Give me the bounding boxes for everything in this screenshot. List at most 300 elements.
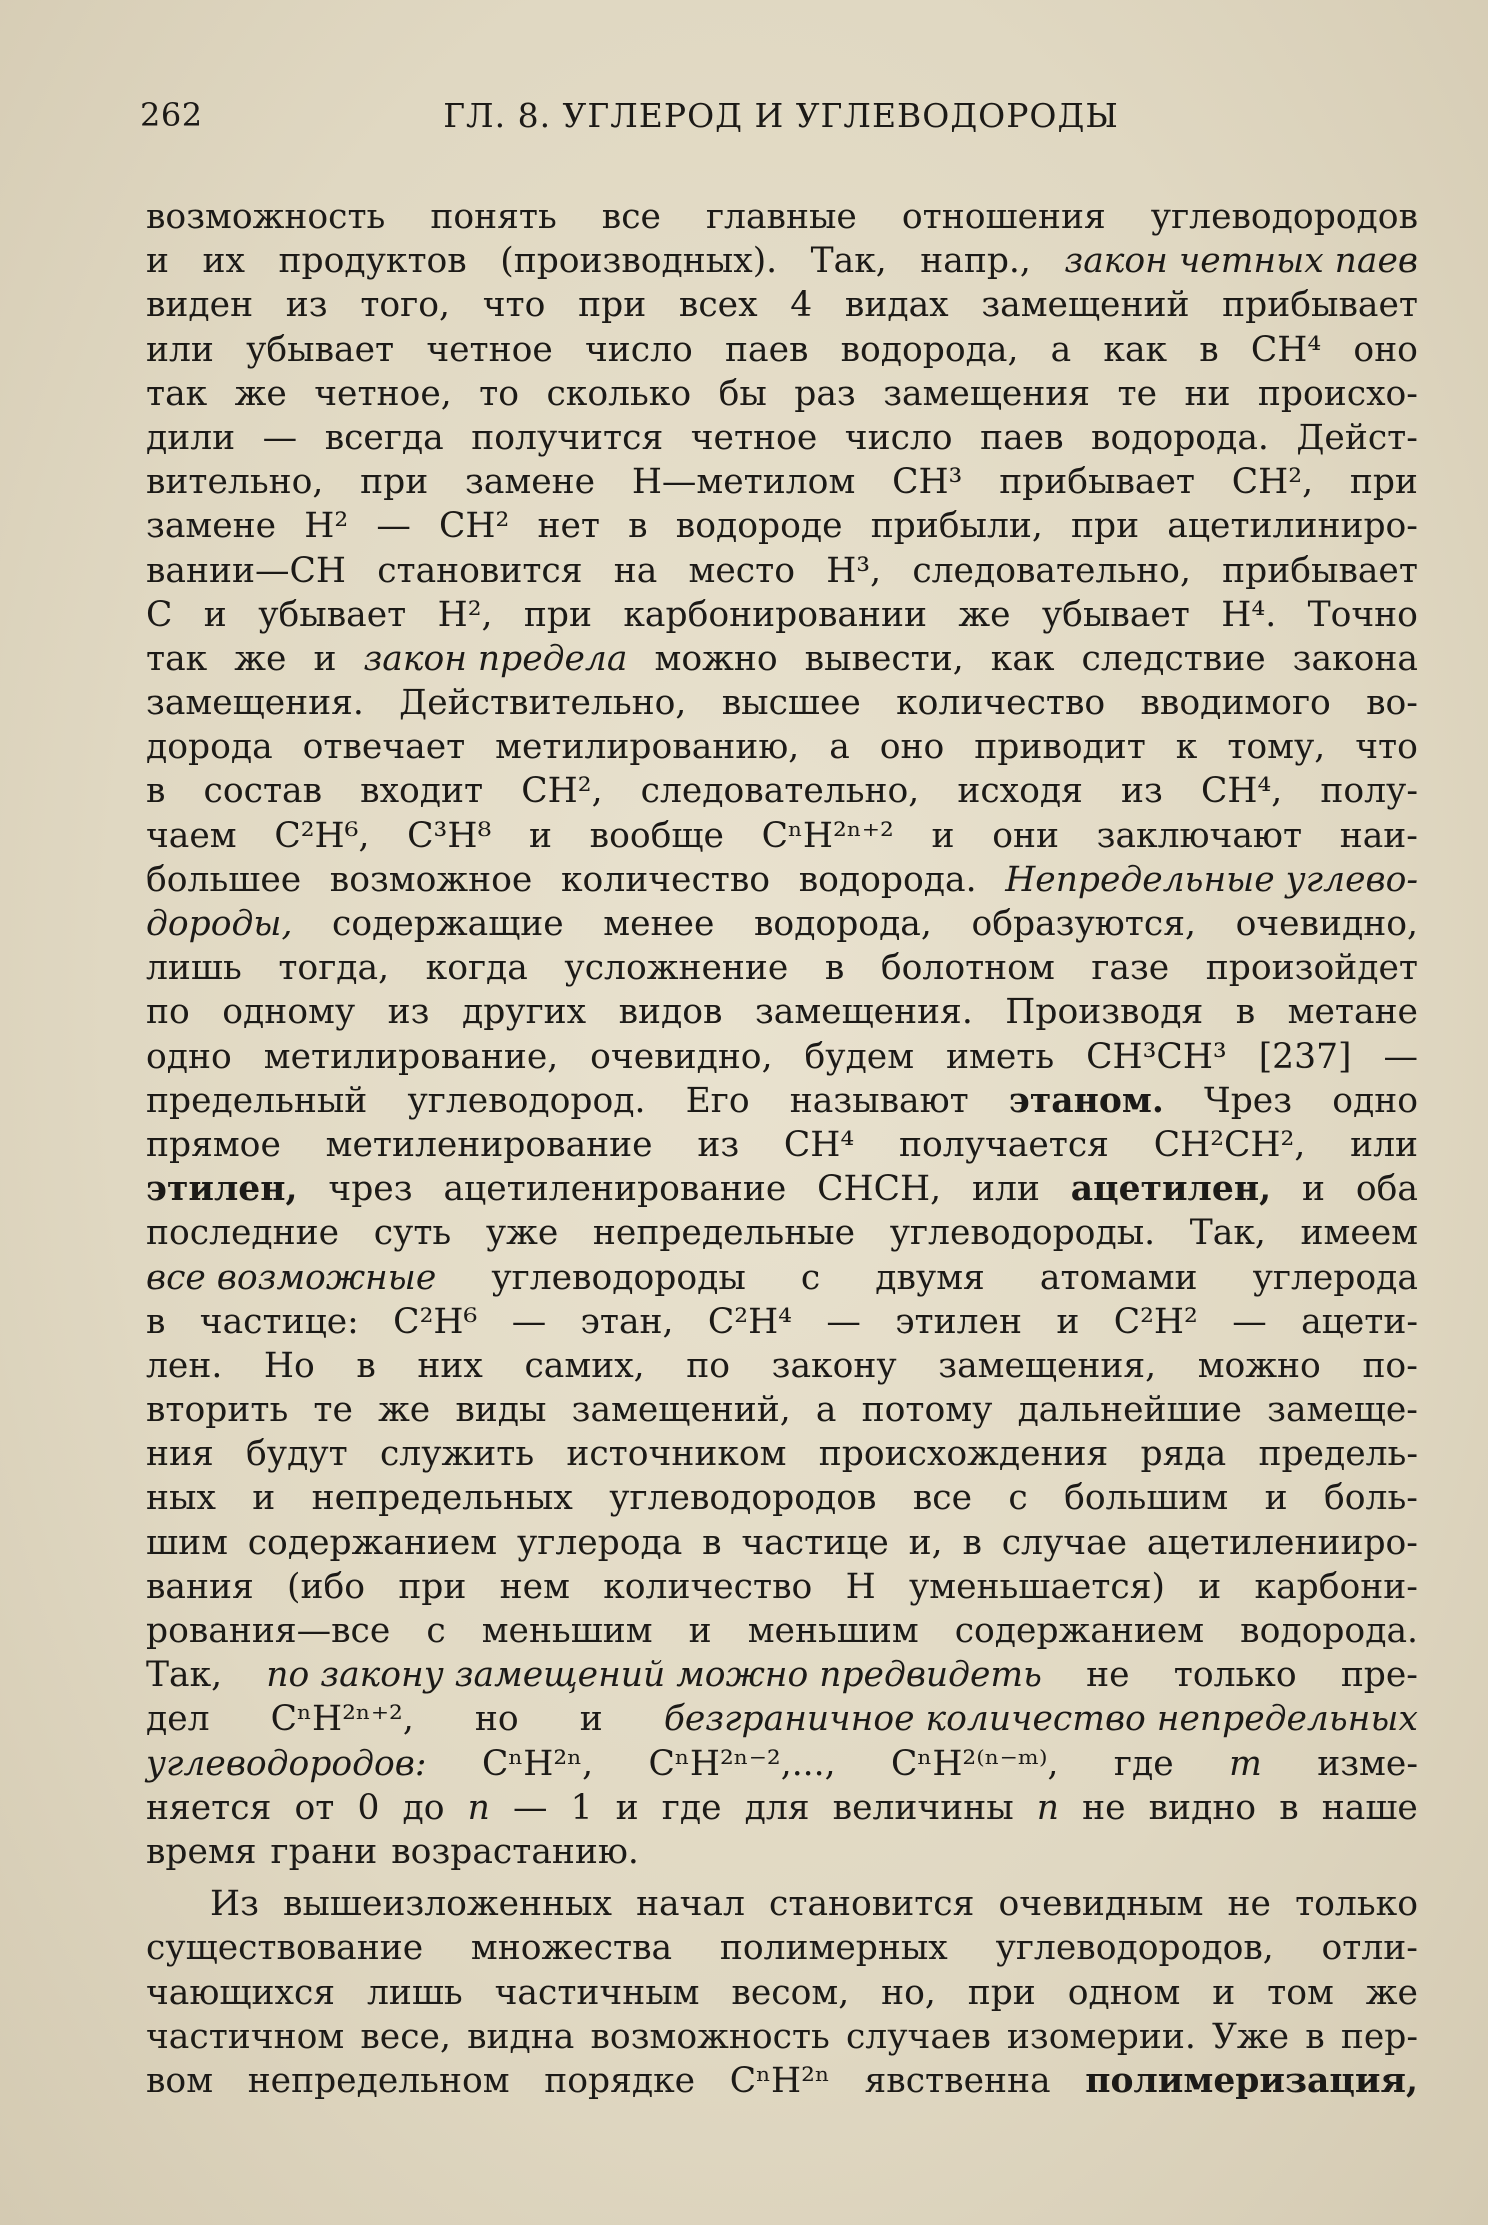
word: углеводородов bbox=[609, 1478, 877, 1519]
word: последние bbox=[146, 1213, 340, 1254]
word: в bbox=[146, 771, 166, 812]
word: непредельном bbox=[247, 2060, 510, 2101]
word: видна bbox=[467, 2016, 575, 2057]
word: ряда bbox=[1140, 1434, 1227, 1475]
word: CH³CH³ bbox=[1086, 1036, 1227, 1077]
word: так bbox=[146, 373, 208, 414]
word: [237] bbox=[1258, 1036, 1352, 1077]
word: Дейст- bbox=[1296, 417, 1418, 458]
text-line bbox=[146, 725, 1418, 769]
word: них bbox=[417, 1345, 483, 1386]
word: углерода bbox=[516, 1522, 683, 1563]
text-line bbox=[146, 637, 1418, 681]
word: H³, bbox=[826, 550, 882, 591]
word: входит bbox=[360, 771, 484, 812]
word: главные bbox=[705, 197, 857, 237]
word: и bbox=[688, 1611, 712, 1651]
text-line bbox=[146, 1344, 1418, 1388]
word: из bbox=[1121, 771, 1163, 812]
word: произойдет bbox=[1205, 948, 1418, 989]
text-line bbox=[146, 1653, 1418, 1697]
text-line bbox=[146, 1609, 1418, 1653]
text-line bbox=[146, 1786, 1418, 1830]
word: но bbox=[474, 1699, 519, 1740]
word: видах bbox=[844, 285, 949, 326]
word: лишь bbox=[146, 948, 242, 989]
word: по- bbox=[1362, 1345, 1418, 1386]
word: C³H⁸ bbox=[407, 815, 492, 856]
word: паев bbox=[980, 417, 1064, 458]
word: случае bbox=[1001, 1522, 1128, 1563]
word: не bbox=[1082, 1787, 1126, 1828]
word: получается bbox=[899, 1124, 1109, 1165]
text-line bbox=[146, 814, 1418, 858]
word: C²H⁴ bbox=[707, 1301, 793, 1342]
word: оно bbox=[879, 727, 945, 768]
word: оба bbox=[1355, 1169, 1418, 1210]
word: Так, bbox=[146, 1655, 223, 1696]
word: следовательно, bbox=[640, 771, 920, 812]
word: они bbox=[992, 815, 1059, 856]
word: метилированию, bbox=[495, 727, 800, 768]
word: в bbox=[1305, 2016, 1325, 2057]
word: CH⁴, bbox=[1200, 771, 1283, 812]
word: n bbox=[467, 1787, 490, 1828]
word: CH², bbox=[521, 771, 603, 812]
word: получится bbox=[471, 417, 664, 458]
word: CⁿH²ⁿ⁻²,..., bbox=[648, 1743, 836, 1784]
word: и bbox=[615, 1787, 639, 1828]
body-text bbox=[146, 195, 1418, 2103]
word: Но bbox=[263, 1345, 315, 1386]
word: H⁴. bbox=[1221, 594, 1277, 635]
text-line bbox=[146, 372, 1418, 416]
word: с bbox=[800, 1257, 821, 1298]
word: Так, bbox=[1189, 1213, 1266, 1254]
word: непредельных bbox=[311, 1478, 573, 1519]
word: того, bbox=[360, 285, 450, 326]
word: 4 bbox=[790, 285, 813, 326]
word: одно bbox=[146, 1036, 232, 1077]
word: из bbox=[387, 992, 430, 1033]
word: паев bbox=[725, 329, 809, 370]
text-line bbox=[146, 416, 1418, 460]
word: уже bbox=[485, 1213, 559, 1254]
text-line bbox=[146, 1971, 1418, 2015]
word: ных bbox=[146, 1478, 216, 1519]
word: возможное bbox=[329, 859, 533, 900]
word: образуются, bbox=[971, 904, 1196, 944]
text-line bbox=[146, 681, 1418, 725]
text-line bbox=[146, 1697, 1418, 1741]
word: Непредельные углево- bbox=[1005, 859, 1418, 900]
word: все bbox=[912, 1478, 972, 1519]
word: же bbox=[958, 594, 1011, 635]
word: в bbox=[824, 948, 845, 989]
word: C²H² bbox=[1113, 1301, 1198, 1342]
word: грани bbox=[270, 1831, 378, 1872]
word: Так, bbox=[810, 241, 887, 282]
word: при bbox=[398, 1566, 467, 1607]
text-line bbox=[146, 328, 1418, 372]
word: виды bbox=[455, 1390, 547, 1431]
word: вании—CH bbox=[146, 550, 346, 591]
word: и bbox=[1056, 1301, 1080, 1342]
word: при bbox=[1071, 506, 1140, 547]
word: самих, bbox=[524, 1345, 645, 1386]
word: количество bbox=[603, 1566, 813, 1607]
word: Его bbox=[685, 1080, 750, 1121]
text-line bbox=[146, 1388, 1418, 1432]
word: по закону замещений можно предвидеть bbox=[266, 1655, 1042, 1696]
word: но, bbox=[881, 1972, 936, 2013]
word: водороде bbox=[675, 506, 843, 547]
word: H², bbox=[437, 594, 493, 635]
word: углеводородов bbox=[1150, 197, 1418, 237]
word: одно bbox=[1332, 1080, 1418, 1121]
word: приводит bbox=[974, 727, 1146, 768]
word: менее bbox=[603, 904, 715, 944]
word: водорода. bbox=[1240, 1611, 1418, 1651]
word: от bbox=[294, 1787, 335, 1828]
word: по bbox=[146, 992, 190, 1033]
word: полимерных bbox=[719, 1928, 948, 1969]
word: существование bbox=[146, 1928, 424, 1969]
word: закон предела bbox=[363, 638, 628, 679]
word: нем bbox=[499, 1566, 570, 1607]
word: в bbox=[962, 1522, 982, 1563]
word: четное bbox=[690, 417, 818, 458]
text-line bbox=[146, 858, 1418, 902]
word: болотном bbox=[880, 948, 1055, 989]
word: замещения, bbox=[938, 1345, 1157, 1386]
word: как bbox=[990, 638, 1055, 679]
word: можно bbox=[654, 638, 778, 679]
word: (производных). bbox=[500, 241, 778, 282]
text-line bbox=[146, 1256, 1418, 1300]
word: в bbox=[1199, 329, 1219, 370]
word: случаев bbox=[845, 2016, 991, 2057]
word: — bbox=[512, 1787, 548, 1828]
word: замещения. bbox=[146, 683, 364, 724]
text-line bbox=[146, 283, 1418, 327]
word: CH⁴ bbox=[1250, 329, 1322, 370]
word: все bbox=[601, 197, 661, 237]
word: отвечает bbox=[302, 727, 466, 768]
word: ацетилен, bbox=[1070, 1169, 1272, 1210]
word: чрез bbox=[328, 1169, 413, 1210]
word: напр., bbox=[920, 241, 1031, 282]
word: продуктов bbox=[278, 241, 467, 282]
text-line bbox=[146, 1432, 1418, 1476]
word: явственна bbox=[864, 2060, 1051, 2101]
text-line bbox=[146, 195, 1418, 239]
word: так bbox=[146, 638, 208, 679]
word: состав bbox=[203, 771, 323, 812]
word: этилен bbox=[895, 1301, 1022, 1342]
word: отли- bbox=[1321, 1928, 1418, 1969]
word: метане bbox=[1287, 992, 1418, 1033]
word: то bbox=[479, 373, 520, 414]
text-line bbox=[146, 504, 1418, 548]
word: — bbox=[376, 506, 411, 547]
word: по bbox=[686, 1345, 731, 1386]
word: прибывает bbox=[1222, 285, 1418, 326]
text-line bbox=[146, 902, 1418, 946]
word: углеводороды. bbox=[889, 1213, 1156, 1254]
word: иметь bbox=[946, 1036, 1055, 1077]
word: лен. bbox=[146, 1345, 223, 1386]
word: предель- bbox=[1258, 1434, 1418, 1475]
word: число bbox=[585, 329, 693, 370]
word: как bbox=[1103, 329, 1168, 370]
word: вышеизложенных bbox=[283, 1884, 612, 1925]
word: имеем bbox=[1300, 1213, 1418, 1254]
text-line bbox=[146, 990, 1418, 1034]
word: том bbox=[1267, 1972, 1334, 2013]
word: C²H⁶, bbox=[274, 815, 370, 856]
word: — bbox=[826, 1301, 861, 1342]
word: очевидно, bbox=[590, 1036, 773, 1077]
word: этан, bbox=[580, 1301, 674, 1342]
word: содержанием bbox=[247, 1522, 498, 1563]
word: очевидно, bbox=[1235, 904, 1418, 944]
word: CⁿH²ⁿ bbox=[729, 2060, 830, 2101]
word: вом bbox=[146, 2060, 214, 2101]
word: будем bbox=[804, 1036, 915, 1077]
word: боль- bbox=[1323, 1478, 1418, 1519]
word: что bbox=[1355, 727, 1418, 768]
word: атомами bbox=[1039, 1257, 1198, 1298]
word: весом, bbox=[731, 1972, 850, 2013]
word: вывести, bbox=[804, 638, 964, 679]
word: вторить bbox=[146, 1390, 289, 1431]
word: CH²CH², bbox=[1153, 1124, 1306, 1165]
word: наше bbox=[1321, 1787, 1418, 1828]
word: прибывает bbox=[1222, 550, 1418, 591]
text-line bbox=[146, 2015, 1418, 2059]
word: пре- bbox=[1340, 1655, 1418, 1696]
text-line bbox=[146, 2059, 1418, 2103]
word: этаном. bbox=[1008, 1080, 1164, 1121]
word: когда bbox=[425, 948, 528, 989]
word: их bbox=[202, 241, 245, 282]
word: двумя bbox=[875, 1257, 985, 1298]
page-number: 262 bbox=[140, 96, 203, 134]
word: возможность bbox=[590, 2016, 830, 2057]
word: замещения. bbox=[754, 992, 973, 1033]
text-line bbox=[146, 593, 1418, 637]
word: в bbox=[1279, 1787, 1299, 1828]
word: ацети- bbox=[1301, 1301, 1418, 1342]
text-line bbox=[146, 1211, 1418, 1255]
word: шим bbox=[146, 1522, 228, 1563]
word: Действительно, bbox=[399, 683, 687, 724]
word: для bbox=[744, 1787, 810, 1828]
word: углеводородов, bbox=[995, 1928, 1274, 1969]
word: этилен, bbox=[146, 1169, 298, 1210]
word: или bbox=[146, 329, 214, 370]
word: место bbox=[688, 550, 795, 591]
word: на bbox=[613, 550, 658, 591]
word: замеще- bbox=[1267, 1390, 1418, 1431]
word: (ибо bbox=[287, 1566, 366, 1607]
word: те bbox=[313, 1390, 353, 1431]
word: при bbox=[967, 1972, 1036, 2013]
word: углеводород. bbox=[407, 1080, 646, 1121]
word: убывает bbox=[1041, 594, 1190, 635]
word: наи- bbox=[1339, 815, 1418, 856]
word: и bbox=[1264, 1478, 1288, 1519]
word: Уже bbox=[1211, 2016, 1290, 2057]
word: дороды, bbox=[146, 904, 293, 944]
word: с bbox=[426, 1611, 446, 1651]
word: дили bbox=[146, 417, 236, 458]
word: замещений, bbox=[571, 1390, 791, 1431]
word: виден bbox=[146, 285, 254, 326]
word: частице: bbox=[199, 1301, 359, 1342]
word: CH² bbox=[439, 506, 510, 547]
word: из bbox=[697, 1124, 740, 1165]
word: CH³ bbox=[892, 462, 963, 503]
word: и bbox=[579, 1699, 603, 1740]
word: ацетиленииро- bbox=[1146, 1522, 1418, 1563]
word: метилирование, bbox=[263, 1036, 559, 1077]
word: Производя bbox=[1005, 992, 1204, 1033]
word: — bbox=[1383, 1036, 1418, 1077]
word: закон четных паев bbox=[1064, 241, 1418, 282]
word: частице bbox=[741, 1522, 889, 1563]
word: нет bbox=[537, 506, 600, 547]
word: чаем bbox=[146, 815, 237, 856]
word: бы bbox=[718, 373, 767, 414]
word: ацетиленирование bbox=[443, 1169, 787, 1210]
word: вводимого bbox=[1140, 683, 1331, 724]
word: H² bbox=[304, 506, 349, 547]
word: четное bbox=[426, 329, 553, 370]
word: исходя bbox=[957, 771, 1083, 812]
word: очевидным bbox=[998, 1884, 1204, 1925]
word: других bbox=[461, 992, 587, 1033]
word: Чрез bbox=[1204, 1080, 1293, 1121]
word: содержащие bbox=[332, 904, 564, 944]
word: — bbox=[262, 417, 298, 458]
word: Из bbox=[210, 1884, 259, 1925]
word: полу- bbox=[1320, 771, 1418, 812]
word: а bbox=[829, 727, 850, 768]
word: C²H⁶ bbox=[393, 1301, 478, 1342]
word: пер- bbox=[1340, 2016, 1418, 2057]
word: из bbox=[285, 285, 328, 326]
text-line bbox=[146, 1926, 1418, 1970]
word: и bbox=[203, 594, 227, 635]
word: водорода, bbox=[840, 329, 1019, 370]
word: закону bbox=[771, 1345, 897, 1386]
word: становится bbox=[377, 550, 583, 591]
word: ни bbox=[1184, 373, 1231, 414]
word: дальнейшие bbox=[1017, 1390, 1242, 1431]
word: до bbox=[402, 1787, 445, 1828]
word: прибыли, bbox=[870, 506, 1043, 547]
word: в bbox=[356, 1345, 376, 1386]
word: высшее bbox=[721, 683, 861, 724]
word: большим bbox=[1064, 1478, 1229, 1519]
word: H bbox=[845, 1566, 876, 1607]
word: одном bbox=[1067, 1972, 1181, 2013]
word: или bbox=[1350, 1124, 1418, 1165]
word: изомерии. bbox=[1006, 2016, 1196, 2057]
word: вительно, bbox=[146, 462, 324, 503]
word: и bbox=[1301, 1169, 1325, 1210]
word: уменьшается) bbox=[908, 1566, 1165, 1607]
word: же bbox=[1365, 1972, 1418, 2013]
word: рования—все bbox=[146, 1611, 391, 1651]
text-line bbox=[146, 1079, 1418, 1123]
word: карбони- bbox=[1254, 1566, 1418, 1607]
word: только bbox=[1173, 1655, 1297, 1696]
word: газе bbox=[1091, 948, 1170, 989]
word: CⁿH²ⁿ⁺² bbox=[761, 815, 894, 856]
word: количество bbox=[896, 683, 1106, 724]
word: возрастанию. bbox=[391, 1831, 639, 1872]
word: замене bbox=[146, 506, 277, 547]
word: и bbox=[146, 241, 169, 282]
word: большее bbox=[146, 859, 302, 900]
word: возможность bbox=[146, 197, 386, 237]
word: оно bbox=[1353, 329, 1418, 370]
word: усложнение bbox=[564, 948, 789, 989]
word: убывает bbox=[246, 329, 395, 370]
word: углерода bbox=[1252, 1257, 1418, 1298]
word: при bbox=[578, 285, 647, 326]
word: с bbox=[1008, 1478, 1028, 1519]
word: же bbox=[234, 638, 287, 679]
word: не bbox=[1227, 1884, 1271, 1925]
word: метиленирование bbox=[325, 1124, 653, 1165]
text-line bbox=[146, 946, 1418, 990]
word: непредельные bbox=[592, 1213, 856, 1254]
word: где bbox=[1113, 1743, 1174, 1784]
word: начал bbox=[636, 1884, 745, 1925]
word: тогда, bbox=[278, 948, 390, 989]
word: и bbox=[313, 638, 337, 679]
word: что bbox=[482, 285, 546, 326]
word: видов bbox=[618, 992, 723, 1033]
word: замещений bbox=[981, 285, 1190, 326]
word: углеводородов: bbox=[146, 1743, 427, 1784]
word: происхождения bbox=[818, 1434, 1109, 1475]
word: сколько bbox=[546, 373, 692, 414]
word: в bbox=[702, 1522, 722, 1563]
word: величины bbox=[832, 1787, 1014, 1828]
word: замещения bbox=[883, 373, 1091, 414]
word: частичным bbox=[494, 1972, 700, 2013]
text-line bbox=[146, 1521, 1418, 1565]
word: только bbox=[1295, 1884, 1418, 1925]
word: называют bbox=[789, 1080, 969, 1121]
word: всегда bbox=[324, 417, 444, 458]
word: H—метилом bbox=[631, 462, 856, 503]
word: ния bbox=[146, 1434, 214, 1475]
word: следовательно, bbox=[912, 550, 1191, 591]
word: вания bbox=[146, 1566, 254, 1607]
word: понять bbox=[430, 197, 557, 237]
word: CH⁴ bbox=[783, 1124, 855, 1165]
word: служить bbox=[379, 1434, 535, 1475]
word: — bbox=[1232, 1301, 1267, 1342]
word: и bbox=[1198, 1566, 1222, 1607]
word: CⁿH²ⁿ, bbox=[481, 1743, 594, 1784]
